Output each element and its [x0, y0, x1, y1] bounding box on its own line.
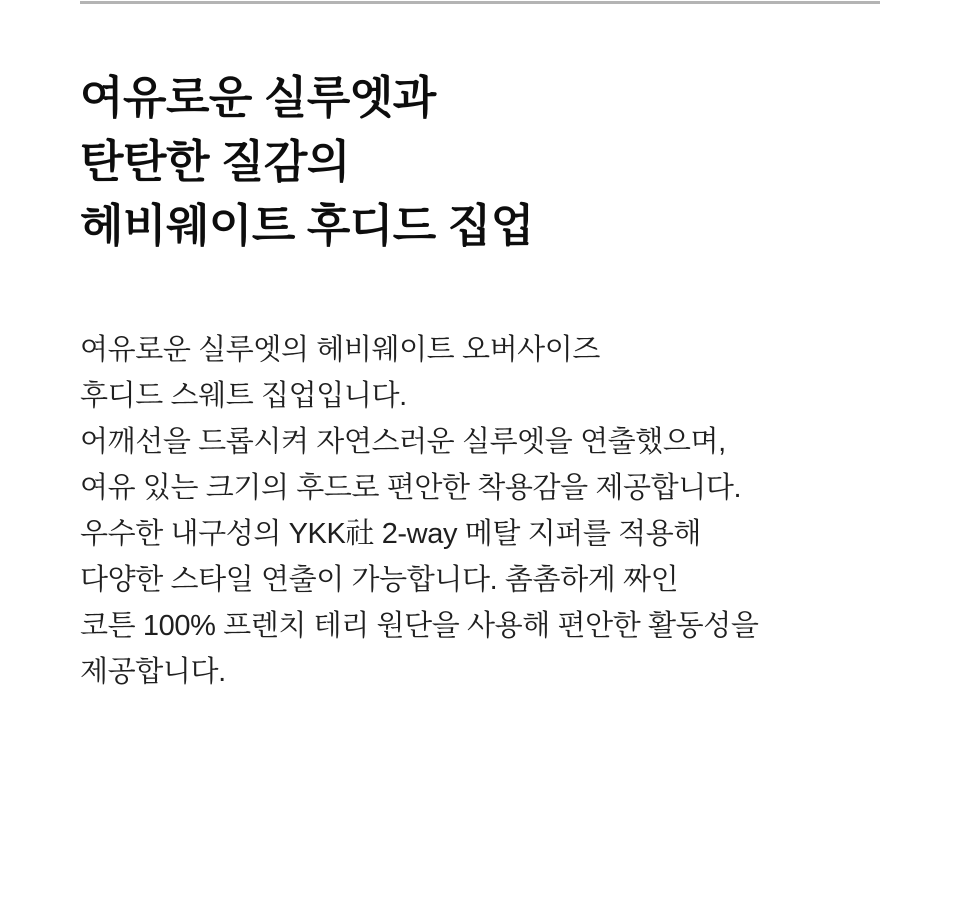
description-line: 다양한 스타일 연출이 가능합니다. 촘촘하게 짜인	[80, 564, 679, 596]
product-description-text	[80, 327, 880, 695]
headline-line: 여유로운 실루엣과	[80, 72, 436, 123]
description-line: 어깨선을 드롭시켜 자연스러운 실루엣을 연출했으며,	[80, 426, 726, 458]
description-line: 우수한 내구성의 YKK社 2-way 메탈 지퍼를 적용해	[80, 518, 701, 550]
top-divider	[80, 1, 880, 4]
product-description-section	[0, 1, 960, 912]
product-headline	[80, 66, 880, 258]
headline-line: 헤비웨이트 후디드 집업	[80, 200, 534, 251]
description-line: 여유로운 실루엣의 헤비웨이트 오버사이즈	[80, 334, 601, 366]
description-line: 여유 있는 크기의 후드로 편안한 착용감을 제공합니다.	[80, 472, 742, 504]
headline-line: 탄탄한 질감의	[80, 136, 350, 187]
description-line: 후디드 스웨트 집업입니다.	[80, 380, 407, 412]
description-line: 제공합니다.	[80, 656, 226, 688]
description-line: 코튼 100% 프렌치 테리 원단을 사용해 편안한 활동성을	[80, 610, 759, 642]
